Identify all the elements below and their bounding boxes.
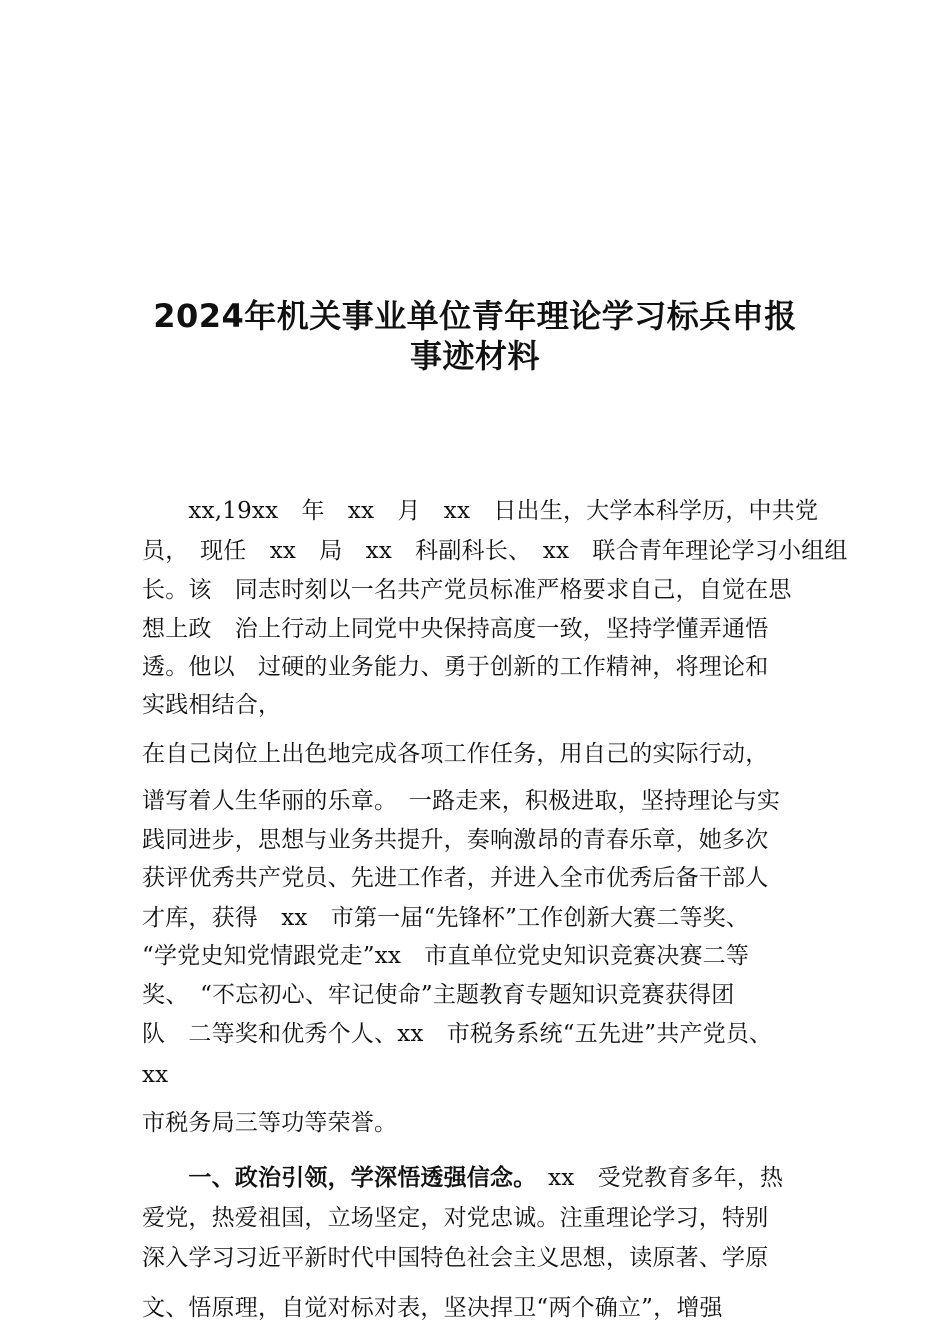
body-line: 队 二等奖和优秀个人、xx 市税务系统“五先进”共产党员、 [142, 1021, 773, 1047]
body-line: xx,19xx 年 xx 月 xx 日出生，大学本科学历，中共党 [142, 498, 819, 524]
section-heading-line [142, 1163, 783, 1193]
body-line-rest: xx 受党教育多年，热 [524, 1165, 784, 1191]
body-line: 践同进步，思想与业务共提升，奏响激昂的青春乐章，她多次 [142, 827, 769, 853]
body-line: 文、悟原理，自觉对标对表，坚决捍卫“两个确立”，增强 [142, 1295, 723, 1321]
body-line: 爱党，热爱祖国，立场坚定，对党忠诚。注重理论学习，特别 [142, 1205, 769, 1231]
body-line: 想上政 治上行动上同党中央保持高度一致，坚持学懂弄通悟 [142, 616, 769, 642]
body-line: 员， 现任 xx 局 xx 科副科长、 xx 联合青年理论学习小组组 [142, 538, 848, 564]
document-title-line-2: 事迹材料 [409, 337, 540, 375]
document-title-line-1: 2024年机关事业单位青年理论学习标兵申报 [153, 297, 797, 335]
body-line: 奖、 “不忘初心、牢记使命”主题教育专题知识竞赛获得团 [142, 982, 735, 1008]
body-line: 谱写着人生华丽的乐章。 一路走来，积极进取，坚持理论与实 [142, 788, 781, 814]
section-heading: 一、政治引领，学深悟透强信念。 [188, 1165, 525, 1191]
body-line: 在自己岗位上出色地完成各项工作任务，用自己的实际行动， [142, 741, 769, 767]
body-line: 才库，获得 xx 市第一届“先锋杯”工作创新大赛二等奖、 [142, 905, 750, 931]
body-line: xx [142, 1062, 169, 1088]
body-line: 获评优秀共产党员、先进工作者，并进入全市优秀后备干部人 [142, 865, 769, 891]
body-line: 实践相结合， [142, 692, 282, 718]
body-line: 深入学习习近平新时代中国特色社会主义思想，读原著、学原 [142, 1245, 769, 1271]
body-line: “学党史知党情跟党走”xx 市直单位党史知识竞赛决赛二等 [142, 943, 750, 969]
body-line: 长。该 同志时刻以一名共产党员标准严格要求自己，自觉在思 [142, 577, 792, 603]
body-line: 透。他以 过硬的业务能力、勇于创新的工作精神，将理论和 [142, 654, 769, 680]
body-line: 市税务局三等功等荣誉。 [142, 1110, 398, 1136]
